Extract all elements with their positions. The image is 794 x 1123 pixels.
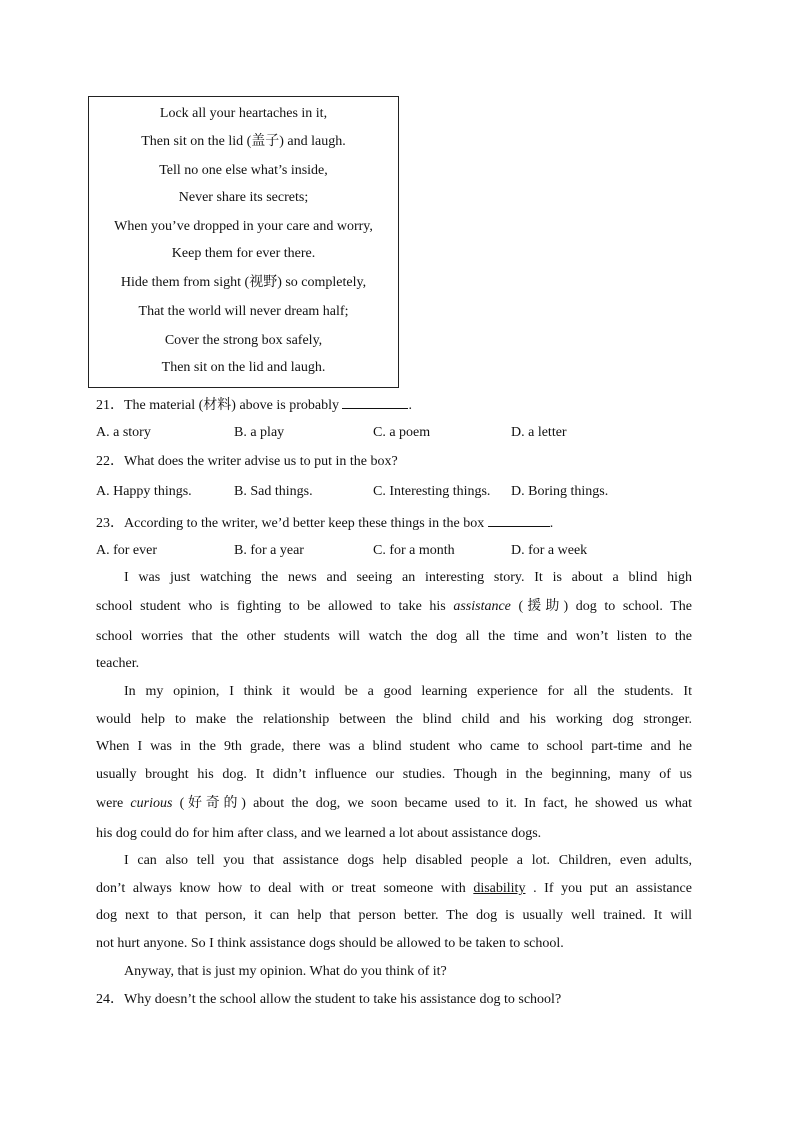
poem-line: Cover the strong box safely, [164,333,323,348]
passage-line: teacher. [96,656,140,671]
option-23-b[interactable]: B. for a year [234,543,304,558]
passage-text: school student who is fighting to be allowed to take his [96,599,454,614]
option-21-b[interactable]: B. a play [234,425,285,440]
passage-text: (好奇的) about the dog, we soon became used to it. In fact, he showed us what [179,796,693,811]
passage-line: usually brought his dog. It didn’t influence our studies. Though in the beginning, many of us [96,767,692,782]
option-21-a[interactable]: A. a story [96,425,151,440]
question-23-stem: 23．According to the writer, we’d better keep these things in the box [96,516,485,531]
option-21-d[interactable]: D. a letter [511,425,567,440]
poem-line: Tell no one else what’s inside, [159,163,328,178]
passage-line: When I was in the 9th grade, there was a blind student who came to school part-time and he [96,739,692,754]
option-23-c[interactable]: C. for a month [373,543,455,558]
passage-text: were [96,796,131,811]
curious-term: curious [130,796,173,811]
question-21 [96,394,412,415]
passage-text: don’t always know how to deal with or treat someone with [96,881,474,896]
option-23-d[interactable]: D. for a week [511,543,588,558]
disability-term: disability [473,881,526,896]
option-21-c[interactable]: C. a poem [373,425,431,440]
answer-blank-23[interactable] [488,512,550,527]
passage-text: (援助) dog to school. The [518,599,692,614]
poem-line: Keep them for ever there. [171,246,316,261]
passage-line: school worries that the other students will watch the dog all the time and won’t listen to the [96,629,692,644]
passage-line [96,598,692,616]
question-21-stem: 21．The material (材料) above is probably [96,398,339,413]
assistance-term: assistance [453,599,511,614]
poem-line: Hide them from sight (视野) so completely, [120,275,367,290]
poem-line: That the world will never dream half; [138,304,349,319]
poem-line: Then sit on the lid (盖子) and laugh. [141,134,346,149]
passage-line: In my opinion, I think it would be a good learning experience for all the students. It [124,684,692,699]
passage-text: . If you put an assistance [533,881,692,896]
option-22-c[interactable]: C. Interesting things. [373,484,491,499]
answer-blank-21[interactable] [342,394,408,409]
poem-line: When you’ve dropped in your care and worry, [114,219,373,234]
option-23-a[interactable]: A. for ever [96,543,158,558]
passage-line: I can also tell you that assistance dogs help disabled people a lot. Children, even adults, [124,853,692,868]
option-22-a[interactable]: A. Happy things. [96,484,192,499]
passage-line: not hurt anyone. So I think assistance dogs should be allowed to be taken to school. [96,936,564,951]
poem-line: Lock all your heartaches in it, [159,106,328,121]
passage-line: dog next to that person, it can help that person better. The dog is usually well trained. It will [96,908,692,923]
passage-line: I was just watching the news and seeing an interesting story. It is about a blind high [124,570,692,585]
poem-line: Then sit on the lid and laugh. [161,360,326,375]
passage-line [96,880,692,898]
option-22-d[interactable]: D. Boring things. [511,484,609,499]
option-22-b[interactable]: B. Sad things. [234,484,313,499]
question-23 [96,512,553,533]
question-24-stem: 24．Why doesn’t the school allow the student to take his assistance dog to school? [96,992,562,1007]
question-23-end: . [549,516,554,531]
passage-line [96,795,692,813]
passage-line: would help to make the relationship between the blind child and his working dog stronger. [96,712,692,727]
passage-line: Anyway, that is just my opinion. What do you think of it? [124,964,447,979]
poem-box [88,96,399,388]
question-22-stem: 22．What does the writer advise us to put in the box? [96,454,398,469]
poem-line: Never share its secrets; [178,190,309,205]
question-21-end: . [408,398,412,413]
passage-line: his dog could do for him after class, and we learned a lot about assistance dogs. [96,826,542,841]
